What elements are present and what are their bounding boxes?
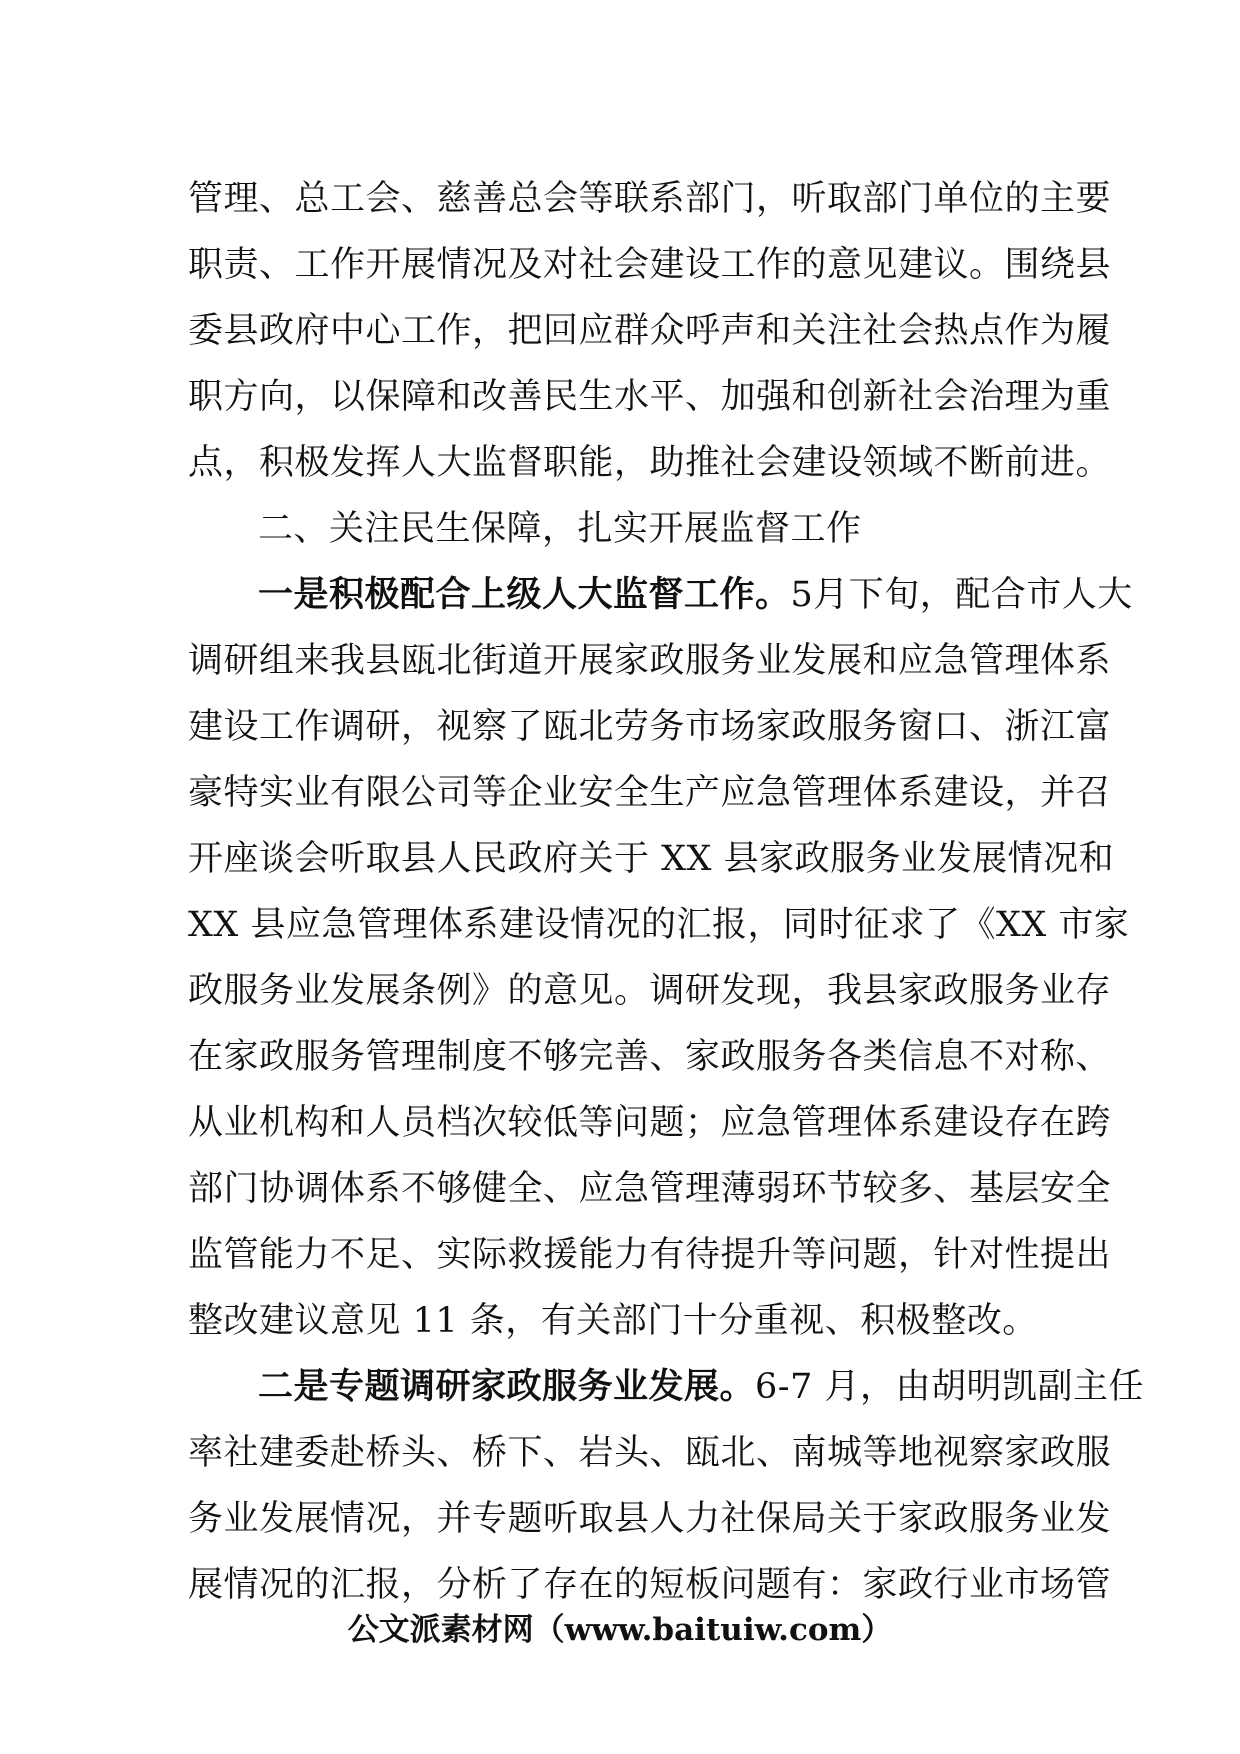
text-line: 整改建议意见 11 条，有关部门十分重视、积极整改。 xyxy=(188,1301,1038,1341)
text-line: 务业发展情况，并专题听取县人力社保局关于家政服务业发 xyxy=(188,1499,1112,1539)
text-line: 建设工作调研，视察了瓯北劳务市场家政服务窗口、浙江富 xyxy=(188,707,1112,747)
text-line: 率社建委赴桥头、桥下、岩头、瓯北、南城等地视察家政服 xyxy=(188,1433,1112,1473)
paragraph-lead: 一是积极配合上级人大监督工作。 xyxy=(258,574,791,615)
text-line: 职责、工作开展情况及对社会建设工作的意见建议。围绕县 xyxy=(188,245,1112,285)
paragraph-lead: 二是专题调研家政服务业发展。 xyxy=(258,1366,756,1407)
text-line: 委县政府中心工作，把回应群众呼声和关注社会热点作为履 xyxy=(188,311,1112,351)
paragraph-text: 5月下旬，配合市人大 xyxy=(790,575,1133,615)
document-body xyxy=(188,166,1145,1618)
paragraph-first-line xyxy=(188,1354,1145,1420)
text-line: 监管能力不足、实际救援能力有待提升等问题，针对性提出 xyxy=(188,1235,1112,1275)
text-line: 政服务业发展条例》的意见。调研发现，我县家政服务业存 xyxy=(188,971,1112,1011)
paragraph-first-line xyxy=(188,562,1133,628)
text-line: 调研组来我县瓯北街道开展家政服务业发展和应急管理体系 xyxy=(188,641,1112,681)
text-line: 管理、总工会、慈善总会等联系部门，听取部门单位的主要 xyxy=(188,179,1112,219)
text-line: 职方向，以保障和改善民生水平、加强和创新社会治理为重 xyxy=(188,377,1112,417)
text-line: 开座谈会听取县人民政府关于 XX 县家政服务业发展情况和 xyxy=(188,839,1115,879)
section-heading: 二、关注民生保障，扎实开展监督工作 xyxy=(258,509,862,549)
text-line: 展情况的汇报，分析了存在的短板问题有：家政行业市场管 xyxy=(188,1565,1112,1605)
text-line: 部门协调体系不够健全、应急管理薄弱环节较多、基层安全 xyxy=(188,1169,1112,1209)
text-line: 豪特实业有限公司等企业安全生产应急管理体系建设，并召 xyxy=(188,773,1112,813)
text-line: 从业机构和人员档次较低等问题；应急管理体系建设存在跨 xyxy=(188,1103,1112,1143)
paragraph-text: 6-7 月，由胡明凯副主任 xyxy=(755,1367,1145,1407)
text-line: 在家政服务管理制度不够完善、家政服务各类信息不对称、 xyxy=(188,1037,1112,1077)
footer-watermark: 公文派素材网（www.baituiw.com） xyxy=(347,1612,893,1648)
text-line: XX 县应急管理体系建设情况的汇报，同时征求了《XX 市家 xyxy=(188,905,1130,945)
text-line: 点，积极发挥人大监督职能，助推社会建设领域不断前进。 xyxy=(188,443,1112,483)
